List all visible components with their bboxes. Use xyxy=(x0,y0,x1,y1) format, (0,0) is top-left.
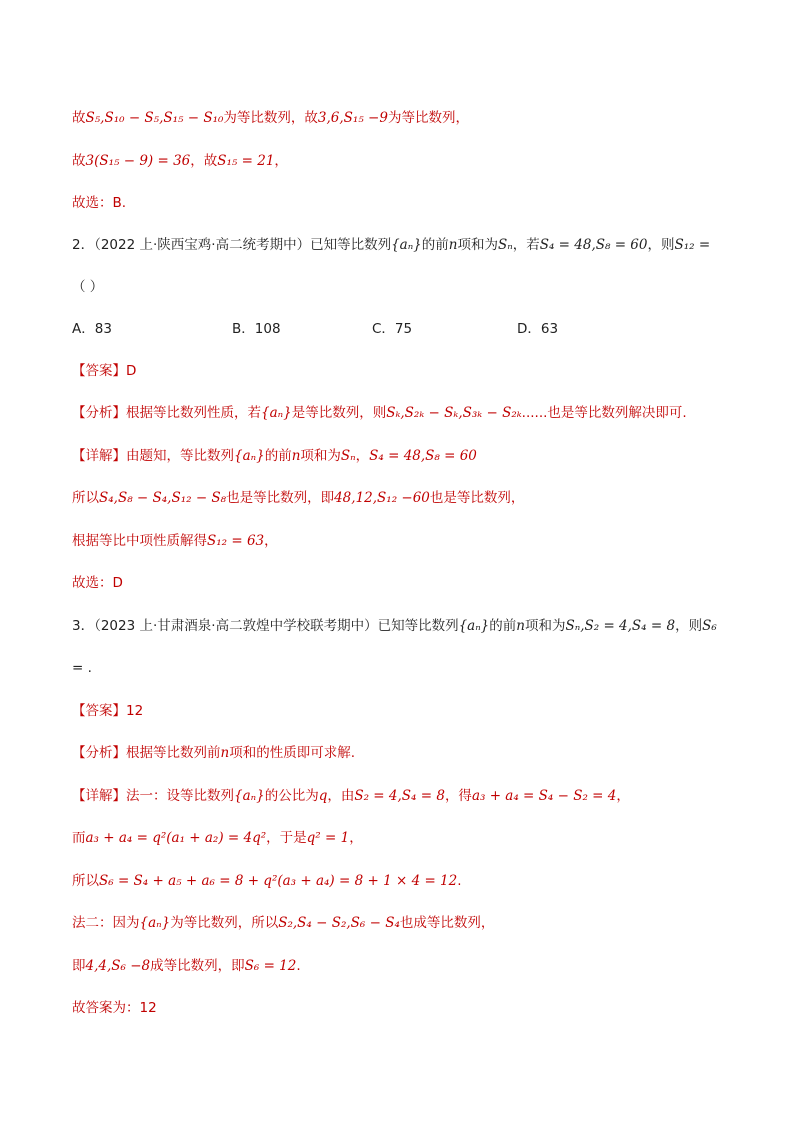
q3-detail-line-4 xyxy=(72,913,494,933)
q2-answer xyxy=(72,361,136,381)
text: 也是等比数列，即 xyxy=(226,490,335,506)
text: 所以 xyxy=(72,490,99,506)
detail-tag: 【详解】 xyxy=(72,448,126,464)
prev-solution-line-2 xyxy=(72,151,288,171)
formula: S₁₅ = 21 xyxy=(217,153,275,169)
q2-detail-line-2 xyxy=(72,488,524,508)
detail-tag: 【详解】 xyxy=(72,788,126,804)
text: 项和为 xyxy=(457,237,498,253)
prev-solution-line-1 xyxy=(72,108,469,128)
text: 而 xyxy=(72,830,86,846)
text: ， xyxy=(349,830,363,846)
text: 所以 xyxy=(72,873,99,889)
q2-option-a[interactable]: A．83 xyxy=(72,321,112,337)
text: 的前 xyxy=(489,618,517,634)
text: . xyxy=(296,958,301,974)
text: ，于是 xyxy=(266,830,307,846)
answer-value: 12 xyxy=(126,703,144,719)
formula: a₃ + a₄ = S₄ − S₂ = 4 xyxy=(471,788,617,804)
text: ，得 xyxy=(444,788,472,804)
formula: S₁₂ = xyxy=(674,237,711,253)
text: 3．（2023 上·甘肃酒泉·高二敦煌中学校联考期中）已知等比数列 xyxy=(72,618,459,634)
formula: {aₙ} xyxy=(234,448,265,464)
text: 也是等比数列， xyxy=(429,490,525,506)
text: ，由 xyxy=(327,788,355,804)
q2-answer-blank: （ ） xyxy=(72,279,104,295)
q3-answer-blank: = . xyxy=(72,660,92,676)
answer-tag: 【答案】 xyxy=(72,363,126,379)
text: 根据等比数列性质，若 xyxy=(126,405,261,421)
q2-analysis xyxy=(72,403,687,423)
formula: q xyxy=(318,788,328,804)
text: 的公比为 xyxy=(264,788,319,804)
analysis-tag: 【分析】 xyxy=(72,745,126,761)
q2-options xyxy=(72,319,672,339)
text: 根据等比数列前 xyxy=(126,745,221,761)
text: 项和为 xyxy=(524,618,566,634)
text: ，若 xyxy=(512,237,540,253)
formula: S₁₂ = 63 xyxy=(207,533,265,549)
formula: {aₙ} xyxy=(391,237,422,253)
formula: n xyxy=(291,448,301,464)
text: . xyxy=(457,873,462,889)
q3-final-answer: 故答案为：12 xyxy=(72,1000,157,1016)
formula: 4,4,S₆ −8 xyxy=(85,958,151,974)
formula: S₄,S₈ − S₄,S₁₂ − S₈ xyxy=(99,490,227,506)
text: 是等比数列，则 xyxy=(291,405,387,421)
formula: S₆ xyxy=(702,618,717,634)
formula: S₅,S₁₀ − S₅,S₁₅ − S₁₀ xyxy=(85,110,224,126)
formula: S₄ = 48,S₈ = 60 xyxy=(369,448,477,464)
q2-option-b[interactable]: B．108 xyxy=(232,321,281,337)
text: 2．（2022 上·陕西宝鸡·高二统考期中）已知等比数列 xyxy=(72,237,392,253)
formula: Sₖ,S₂ₖ − Sₖ,S₃ₖ − S₂ₖ xyxy=(386,405,522,421)
text: ， xyxy=(355,448,370,464)
q2-option-c[interactable]: C．75 xyxy=(372,321,413,337)
formula: {aₙ} xyxy=(261,405,292,421)
text: 的前 xyxy=(264,448,292,464)
formula: n xyxy=(448,237,458,253)
text: ，故 xyxy=(190,153,218,169)
formula: 48,12,S₁₂ −60 xyxy=(334,490,430,506)
text: 为等比数列，故 xyxy=(223,110,318,126)
text: ，则 xyxy=(675,618,703,634)
q2-detail-line-1 xyxy=(72,446,477,466)
q3-detail-line-1 xyxy=(72,786,630,806)
text: 项和为 xyxy=(300,448,341,464)
q3-detail-line-5 xyxy=(72,956,301,976)
q3-analysis xyxy=(72,743,355,763)
q2-final-choice: 故选：D xyxy=(72,575,123,591)
q2-stem xyxy=(72,235,710,255)
formula: S₂,S₄ − S₂,S₆ − S₄ xyxy=(278,915,400,931)
text: 根据等比中项性质解得 xyxy=(72,533,207,549)
text: 由题知，等比数列 xyxy=(126,448,234,464)
formula: a₃ + a₄ = q²(a₁ + a₂) = 4q² xyxy=(85,830,267,846)
formula: {aₙ} xyxy=(458,618,490,634)
q3-stem xyxy=(72,616,717,636)
text: 的前 xyxy=(421,237,449,253)
formula: Sₙ xyxy=(497,237,513,253)
text: 法一：设等比数列 xyxy=(126,788,234,804)
prev-answer-choice: 故选：B. xyxy=(72,195,127,211)
text: ， xyxy=(264,533,278,549)
answer-value: D xyxy=(126,363,137,379)
formula: 3,6,S₁₅ −9 xyxy=(317,110,388,126)
text: 项和的性质即可求解. xyxy=(229,745,355,761)
analysis-tag: 【分析】 xyxy=(72,405,126,421)
text: 故 xyxy=(72,153,86,169)
formula: Sₙ,S₂ = 4,S₄ = 8 xyxy=(565,618,676,634)
text: 也成等比数列， xyxy=(399,915,495,931)
q3-answer xyxy=(72,701,143,721)
formula: 3(S₁₅ − 9) = 36 xyxy=(85,153,191,169)
formula: n xyxy=(516,618,525,634)
q3-detail-line-2 xyxy=(72,828,363,848)
text: ，则 xyxy=(647,237,675,253)
answer-tag: 【答案】 xyxy=(72,703,126,719)
text: 成等比数列，即 xyxy=(150,958,245,974)
formula: S₆ = 12 xyxy=(244,958,297,974)
formula: Sₙ xyxy=(340,448,356,464)
text: ， xyxy=(616,788,630,804)
text: 法二：因为 xyxy=(72,915,140,931)
formula: {aₙ} xyxy=(234,788,265,804)
formula: q² = 1 xyxy=(306,830,350,846)
q2-detail-line-3 xyxy=(72,531,278,551)
q2-option-d[interactable]: D．63 xyxy=(517,321,559,337)
text: 为等比数列，所以 xyxy=(170,915,279,931)
q3-detail-line-3 xyxy=(72,871,462,891)
formula: S₂ = 4,S₄ = 8 xyxy=(354,788,445,804)
text: 故 xyxy=(72,110,86,126)
text: 为等比数列， xyxy=(387,110,469,126)
formula: {aₙ} xyxy=(139,915,171,931)
formula: S₆ = S₄ + a₅ + a₆ = 8 + q²(a₃ + a₄) = 8 + 1 × 4 = 12 xyxy=(99,873,458,889)
text: ......也是等比数列解决即可. xyxy=(521,405,687,421)
formula: n xyxy=(220,745,230,761)
formula: S₄ = 48,S₈ = 60 xyxy=(539,237,648,253)
text: 即 xyxy=(72,958,86,974)
text: ， xyxy=(274,153,288,169)
